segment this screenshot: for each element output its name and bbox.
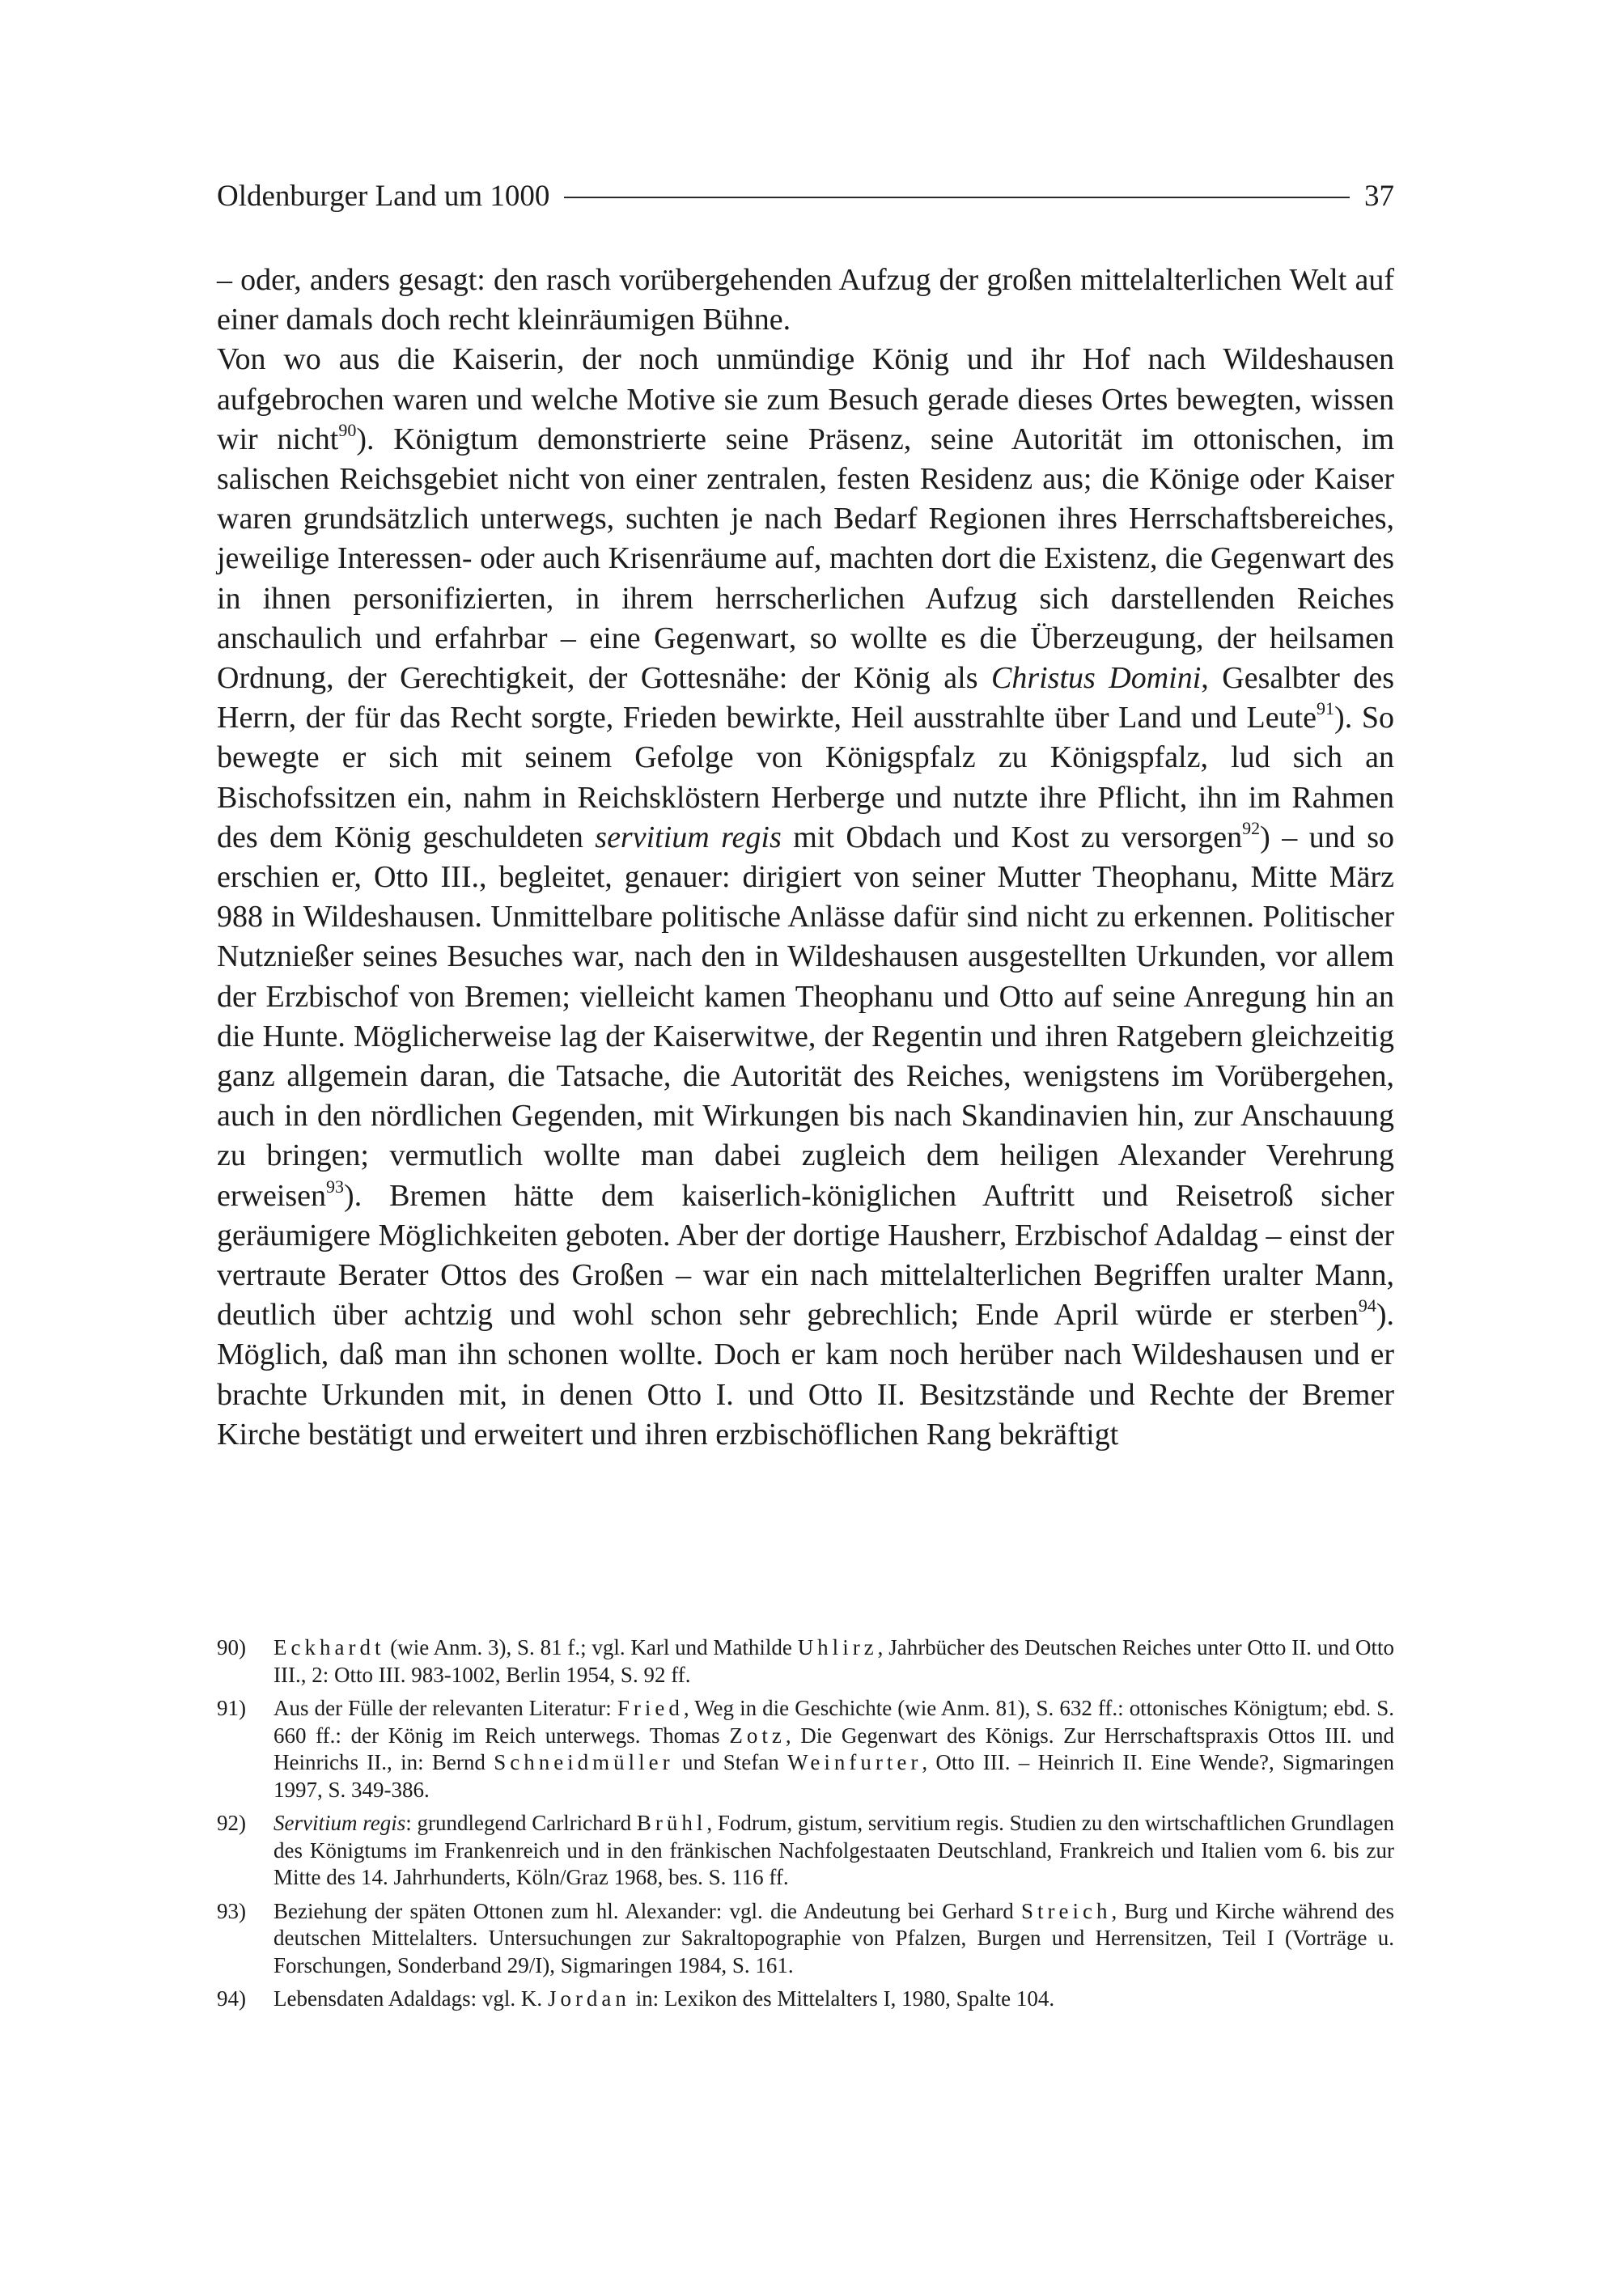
paragraph-2: Von wo aus die Kaiserin, der noch unmündige König und ihr Hof nach Wildeshausen aufgebrochen waren und welche Motive sie zum Besuch gerade dieses Ortes bewegten, wissen wir nicht$^{90}$). Königtum demonstrierte seine Präsenz, seine Autorität im ottonischen, im salischen Reichsgebiet nicht von einer zentralen, festen Residenz aus; die Könige oder Kaiser waren grundsätzlich unterwegs, suchten je nach Bedarf Regionen ihres Herrschaftsbereiches, jeweilige Interessen- oder auch Krisenräume auf, machten dort die Existenz, die Gegenwart des in ihnen personifizierten, in ihrem herrscherlichen Aufzug sich darstellenden Reiches anschaulich und erfahrbar – eine Gegenwart, so wollte es die Überzeugung, der heilsamen Ordnung, der Gerechtigkeit, der Gottesnähe: der König als Christus Domini, Gesalbter des Herrn, der für das Recht sorgte, Frieden bewirkte, Heil ausstrahlte über Land und Leute$^{91}$). So bewegte er sich mit seinem Gefolge von Königspfalz zu Königspfalz, lud sich an Bischofssitzen ein, nahm in Reichsklöstern Herberge und nutzte ihre Pflicht, ihn im Rahmen des dem König geschuldeten servitium regis mit Obdach und Kost zu versorgen$^{92}$) – und so erschien er, Otto III., begleitet, genauer: dirigiert von seiner Mutter Theophanu, Mitte März 988 in Wildeshausen. Unmittelbare politische Anlässe dafür sind nicht zu erkennen. Politischer Nutznießer seines Besuches war, nach den in Wildeshausen ausgestellten Urkunden, vor allem der Erzbischof von Bremen; vielleicht kamen Theophanu und Otto auf seine Anregung hin an die Hunte. Möglicherweise lag der Kaiserwitwe, der Regentin und ihren Ratgebern gleichzeitig ganz allgemein daran, die Tatsache, die Autorität des Reiches, wenigstens im Vorübergehen, auch in den nördlichen Gegenden, mit Wirkungen bis nach Skandinavien hin, zur Anschauung zu bringen; vermutlich wollte man dabei zugleich dem heiligen Alexander Verehrung erweisen$^{93}$). Bremen hätte dem kaiserlich-königlichen Auftritt und Reisetroß sicher geräumigere Möglichkeiten geboten. Aber der dortige Hausherr, Erzbischof Adaldag – einst der vertraute Berater Ottos des Großen – war ein nach mittelalterlichen Begriffen uralter Mann, deutlich über achtzig und wohl schon sehr gebrechlich; Ende April würde er sterben$^{94}$). Möglich, daß man ihn schonen wollte. Doch er kam noch herüber nach Wildeshausen und er brachte Urkunden mit, in denen Otto I. und Otto II. Besitzstände und Rechte der Bremer Kirche bestätigt und erweitert und ihren erzbischöflichen Rang bekräftigt xyxy=(217,342,1395,1452)
footnote-text: Eckhardt (wie Anm. 3), S. 81 f.; vgl. Karl und Mathilde Uhlirz, Jahrbücher des Deutschen Reiches unter Otto II. und Otto III., 2: Otto III. 983-1002, Berlin 1954, S. 92 ff. xyxy=(273,1635,1394,1687)
page-number: 37 xyxy=(1364,179,1394,213)
footnote-number: 92) xyxy=(217,1811,246,1835)
footnote-ref-94[interactable]: 94 xyxy=(1358,1295,1376,1316)
running-title: Oldenburger Land um 1000 xyxy=(217,179,550,213)
footnote-ref-93[interactable]: 93 xyxy=(326,1176,345,1197)
footnote-text: Servitium regis: grundlegend Carlrichard Brühl, Fodrum, gistum, servitium regis. Studien zu den wirtschaftlichen Grundlagen des Königtums im Frankenreich und in den fränkischen Nachfolgestaaten Deutschland, Frankreich und Italien vom 6. bis zur Mitte des 14. Jahrhunderts, Köln/Graz 1968, bes. S. 116 ff. xyxy=(273,1811,1395,1889)
footnote-number: 93) xyxy=(217,1898,246,1923)
footnote-94 xyxy=(217,1986,1394,2013)
footnote-ref-92[interactable]: 92 xyxy=(1242,817,1261,838)
footnote-number: 90) xyxy=(217,1635,246,1659)
footnote-93 xyxy=(217,1898,1394,1980)
header-rule xyxy=(564,197,1350,198)
footnote-ref-91[interactable]: 91 xyxy=(1317,698,1335,719)
footnote-ref-90[interactable]: 90 xyxy=(338,419,357,440)
servitium-regis: servitium regis xyxy=(595,820,782,854)
footnote-text: Lebensdaten Adaldags: vgl. K. Jordan in: Lexikon des Mittelalters I, 1980, Spalte 104. xyxy=(273,1986,1055,2011)
footnote-text: Aus der Fülle der relevanten Literatur: Fried, Weg in die Geschichte (wie Anm. 81), S. 632 ff.: ottonisches Königtum; ebd. S. 660 ff.: der König im Reich unterwegs. Thomas Zotz, Die Gegenwart des Königs. Zur Herrschaftspraxis Ottos III. und Heinrichs II., in: Bernd Schneidmüller und Stefan Weinfurter, Otto III. – Heinrich II. Eine Wende?, Sigmaringen 1997, S. 349-386. xyxy=(273,1696,1395,1802)
footnote-text: Beziehung der späten Ottonen zum hl. Alexander: vgl. die Andeutung bei Gerhard Streich, Burg und Kirche während des deutschen Mittelalters. Untersuchungen zur Sakraltopographie von Pfalzen, Burgen und Herrensitzen, Teil I (Vorträge u. Forschungen, Sonderband 29/I), Sigmaringen 1984, S. 161. xyxy=(273,1898,1395,1977)
footnote-number: 91) xyxy=(217,1696,246,1720)
footnotes xyxy=(217,1634,1394,2020)
running-header xyxy=(217,172,1394,220)
christus-domini: Christus Domini xyxy=(990,661,1202,696)
main-text xyxy=(217,261,1394,1455)
footnote-91 xyxy=(217,1695,1394,1803)
footnote-90 xyxy=(217,1634,1394,1689)
footnote-number: 94) xyxy=(217,1986,246,2011)
footnote-92 xyxy=(217,1810,1394,1892)
paragraph-1: – oder, anders gesagt: den rasch vorübergehenden Aufzug der großen mittelalterlichen Welt auf einer damals doch recht kleinräumigen Bühne. xyxy=(217,263,1394,337)
